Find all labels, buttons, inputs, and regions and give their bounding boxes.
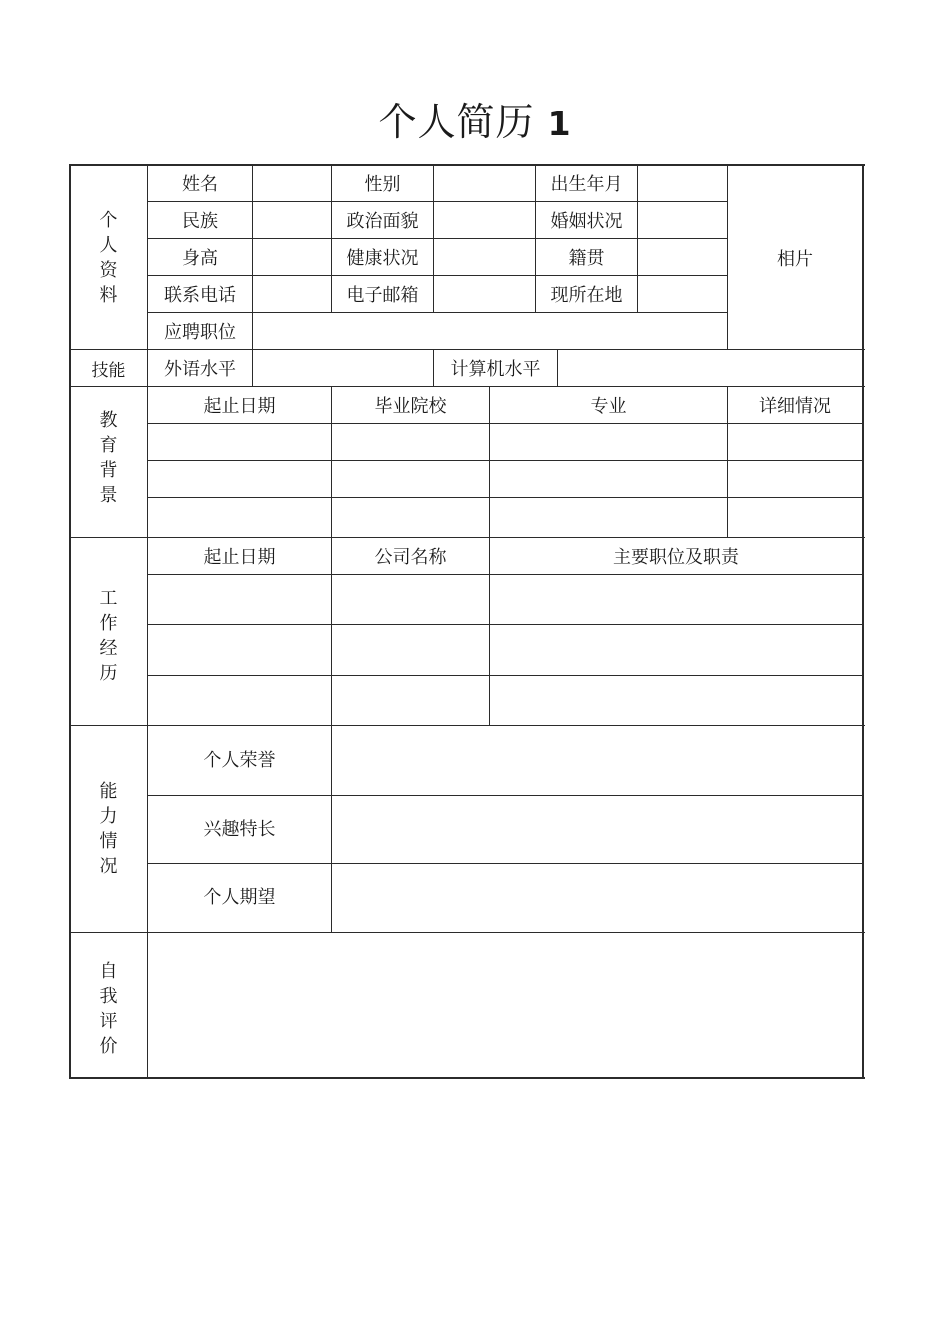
field-interests[interactable] (332, 796, 862, 863)
field-email[interactable] (434, 276, 535, 312)
section-char: 力 (99, 806, 118, 827)
field-phone[interactable] (253, 276, 331, 312)
work-header-company: 公司名称 (374, 547, 447, 568)
field-name[interactable] (253, 165, 331, 201)
title-number: 1 (547, 104, 572, 143)
label-health: 健康状况 (346, 248, 419, 269)
skills-section-label: 技能 (91, 360, 126, 381)
label-email: 电子邮箱 (346, 285, 419, 306)
label-interests: 兴趣特长 (203, 819, 276, 840)
edu-header-school: 毕业院校 (374, 396, 447, 417)
field-native-place[interactable] (638, 239, 727, 275)
field-honors[interactable] (332, 726, 862, 795)
section-char: 人 (99, 234, 118, 256)
field-health[interactable] (434, 239, 535, 275)
label-birth: 出生年月 (550, 174, 623, 195)
field-foreign-language[interactable] (253, 350, 433, 386)
section-char: 价 (99, 1036, 118, 1057)
label-marital: 婚姻状况 (550, 211, 623, 232)
section-char: 工 (99, 587, 118, 609)
label-computer: 计算机水平 (450, 359, 541, 380)
label-location: 现所在地 (550, 285, 623, 306)
field-ethnicity[interactable] (253, 202, 331, 238)
section-char: 情 (99, 831, 118, 852)
edu-header-major: 专业 (590, 396, 627, 417)
label-foreign-language: 外语水平 (164, 359, 236, 380)
edu-header-dates: 起止日期 (203, 396, 276, 417)
label-ethnicity: 民族 (182, 211, 218, 232)
education-section-label (70, 387, 147, 537)
label-phone: 联系电话 (164, 285, 236, 306)
personal-section-label (70, 166, 147, 349)
section-char: 评 (99, 1011, 118, 1032)
field-marital[interactable] (638, 202, 727, 238)
grid-line (147, 675, 864, 676)
section-char: 个 (99, 209, 118, 231)
section-char: 我 (99, 986, 118, 1007)
section-char: 育 (99, 435, 118, 456)
section-char: 教 (99, 410, 118, 431)
section-char: 自 (99, 961, 118, 982)
label-native-place: 籍贯 (568, 248, 605, 269)
table-border-right (862, 164, 864, 1079)
label-name: 姓名 (182, 174, 218, 195)
field-political[interactable] (434, 202, 535, 238)
field-gender[interactable] (434, 165, 535, 201)
section-char: 历 (99, 662, 118, 684)
field-self-eval[interactable] (148, 933, 862, 1077)
title-text: 个人简历 (378, 100, 535, 144)
grid-line (147, 624, 864, 625)
label-honors: 个人荣誉 (203, 750, 276, 771)
work-header-dates: 起止日期 (203, 547, 276, 568)
label-gender: 性别 (364, 174, 401, 195)
grid-line (147, 460, 864, 461)
field-height[interactable] (253, 239, 331, 275)
section-char: 资 (99, 259, 118, 281)
section-char: 料 (99, 284, 118, 306)
label-height: 身高 (182, 248, 218, 269)
photo-box[interactable]: 相片 (777, 248, 813, 270)
label-position: 应聘职位 (164, 322, 236, 343)
grid-line (147, 497, 864, 498)
field-birth[interactable] (638, 165, 727, 201)
field-computer[interactable] (558, 350, 862, 386)
section-char: 况 (99, 856, 118, 877)
section-char: 作 (99, 612, 118, 634)
ability-section-label (70, 726, 147, 932)
edu-header-details: 详细情况 (759, 396, 831, 417)
work-section-label (70, 538, 147, 725)
grid-line (147, 574, 864, 575)
field-expectations[interactable] (332, 864, 862, 932)
self-eval-section-label (70, 933, 147, 1077)
table-border-bottom (69, 1077, 865, 1079)
field-location[interactable] (638, 276, 727, 312)
section-char: 景 (99, 485, 118, 506)
label-political: 政治面貌 (346, 211, 419, 232)
work-header-duties: 主要职位及职责 (613, 547, 739, 568)
label-expectations: 个人期望 (203, 887, 276, 908)
section-char: 能 (99, 781, 118, 802)
section-char: 背 (99, 460, 118, 481)
grid-line (147, 423, 864, 424)
section-char: 经 (99, 637, 118, 659)
field-position[interactable] (253, 313, 727, 349)
